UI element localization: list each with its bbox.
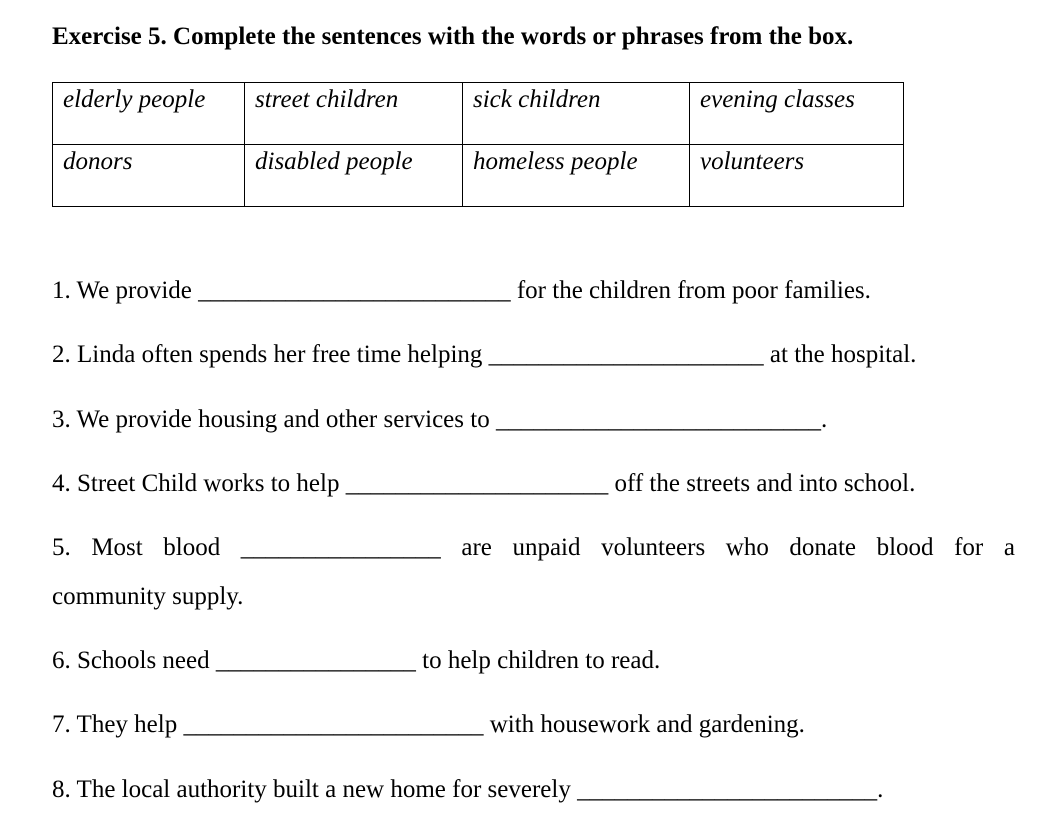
sentence-2 (52, 340, 916, 370)
sentence-text: off the streets and into school. (614, 470, 916, 497)
answer-blank[interactable]: ______________________ (488, 341, 764, 368)
word-box-cell: volunteers (690, 145, 904, 207)
sentence-text: 1. We provide (52, 277, 192, 304)
word-box-cell: homeless people (463, 145, 690, 207)
sentence-5-continuation: community supply. (52, 583, 244, 610)
word-box-cell: disabled people (245, 145, 463, 207)
answer-blank[interactable]: ________________ (215, 647, 416, 674)
exercise-title: Exercise 5. Complete the sentences with the words or phrases from the box. (52, 23, 854, 50)
sentence-text: with housework and gardening. (489, 711, 805, 738)
sentence-5 (52, 533, 1015, 563)
sentence-text: 6. Schools need (52, 647, 210, 674)
sentence-text: to help children to read. (422, 647, 661, 674)
word-box-cell: evening classes (690, 83, 904, 145)
answer-blank[interactable]: __________________________ (495, 406, 821, 433)
sentence-1 (52, 276, 871, 306)
sentence-text: for the children from poor families. (516, 277, 871, 304)
sentence-word: donate (789, 534, 857, 561)
sentence-text: 7. They help (52, 711, 178, 738)
sentence-text: . (820, 406, 828, 433)
sentence-word: blood (876, 534, 934, 561)
sentence-text: 3. We provide housing and other services to (52, 406, 490, 433)
sentence-word: blood (163, 534, 221, 561)
sentence-word: Most (91, 534, 143, 561)
answer-blank[interactable]: ________________________ (183, 711, 484, 738)
word-box-cell: sick children (463, 83, 690, 145)
sentence-7 (52, 710, 805, 740)
word-box-row (53, 83, 904, 145)
sentence-word: are (461, 534, 492, 561)
sentence-word: unpaid (512, 534, 581, 561)
word-box-cell: street children (245, 83, 463, 145)
sentence-text: . (877, 776, 884, 803)
sentence-3 (52, 405, 827, 435)
answer-blank[interactable]: _____________________ (345, 470, 609, 497)
answer-blank[interactable]: ________________________ (577, 776, 878, 803)
word-box-row (53, 145, 904, 207)
sentence-text: at the hospital. (769, 341, 917, 368)
sentence-word: 5. (52, 534, 71, 561)
sentence-word: for (954, 534, 984, 561)
answer-blank[interactable]: _________________________ (198, 277, 511, 304)
word-box-cell: donors (53, 145, 245, 207)
sentence-text: 4. Street Child works to help (52, 470, 340, 497)
sentence-word: volunteers (601, 534, 706, 561)
sentence-text: 8. The local authority built a new home for severely (52, 776, 571, 803)
sentence-6 (52, 646, 660, 676)
sentence-8 (52, 775, 883, 805)
word-box-table (52, 82, 904, 207)
sentence-word: a (1003, 534, 1015, 561)
word-box-cell: elderly people (53, 83, 245, 145)
sentence-word: who (725, 534, 769, 561)
sentence-text: 2. Linda often spends her free time helping (52, 341, 483, 368)
answer-blank[interactable]: ________________ (240, 534, 441, 561)
sentence-4 (52, 469, 915, 499)
